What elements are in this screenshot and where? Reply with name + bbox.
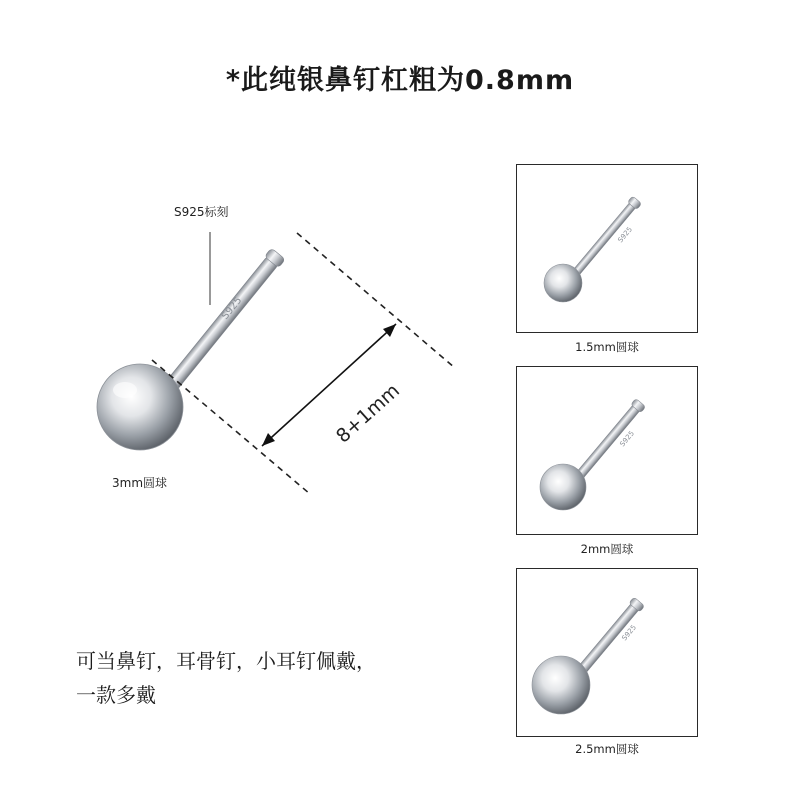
variant-1-caption: 1.5mm圆球: [575, 340, 639, 354]
dimension-guide-top: [297, 233, 455, 368]
variant-2-caption: 2mm圆球: [580, 542, 634, 556]
variant-2-engraving: S925: [618, 429, 636, 449]
description-line-1: 可当鼻钉，耳骨钉，小耳钉佩戴，: [76, 649, 376, 673]
variant-1-illustration: [517, 165, 699, 334]
variant-card-3: [516, 568, 698, 737]
main-ball: [97, 364, 183, 450]
rod-engraving-text: S925: [219, 295, 245, 322]
dimension-label: 8+1mm: [331, 379, 405, 448]
dimension-arrow: [262, 324, 396, 446]
page-title: *此纯银鼻钉杠粗为0.8mm: [225, 65, 575, 96]
variant-2-illustration: [517, 367, 699, 536]
variant-3-caption: 2.5mm圆球: [575, 742, 639, 756]
variant-1-engraving: S925: [616, 225, 634, 245]
usage-description: [76, 644, 376, 712]
variant-card-2: [516, 366, 698, 535]
main-rod: [164, 248, 286, 392]
variant-3-illustration: [517, 569, 699, 738]
variant-card-1: [516, 164, 698, 333]
description-line-2: 一款多戴: [76, 683, 156, 707]
main-ball-label: 3mm圆球: [112, 476, 168, 490]
engraving-label: S925标刻: [174, 205, 229, 219]
variant-3-engraving: S925: [620, 623, 638, 643]
